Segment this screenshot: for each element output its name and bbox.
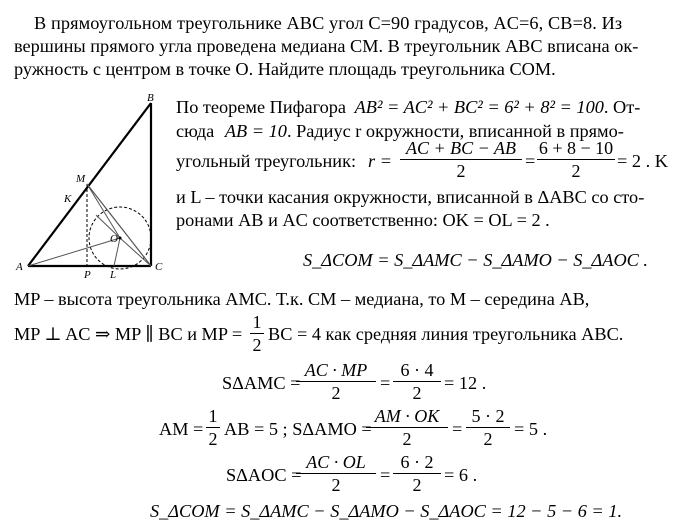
- solution-line-1-text: По теореме Пифагора: [176, 97, 347, 117]
- solution-line-4: и L – точки касания окружности, вписанной в ΔABC со сто-: [176, 187, 645, 207]
- eq3-result: = 6 .: [444, 465, 478, 485]
- fraction-bar: [393, 473, 441, 474]
- center-o-dot: [119, 237, 122, 240]
- fraction-bar: [400, 159, 522, 160]
- eq2-frac1-num: AM · OK: [374, 406, 440, 426]
- label-a: A: [16, 261, 23, 273]
- label-p: P: [84, 269, 91, 280]
- fraction-bar: [466, 427, 510, 428]
- eq2-half-den: 2: [208, 429, 218, 449]
- eq3-frac2-den: 2: [412, 475, 422, 495]
- radius-result: = 2 . K: [617, 151, 668, 171]
- solution-line-1: [176, 96, 640, 118]
- radius-fraction-2: [537, 138, 615, 181]
- eq3-frac2: [393, 452, 441, 495]
- solution-line-2-tail: . Радиус r окружности, вписанной в прямо-: [286, 121, 624, 141]
- solution-line-6: MP – высота треугольника AMC. Т.к. CM – медиана, то M – середина AB,: [14, 289, 590, 309]
- label-m: M: [76, 173, 86, 185]
- solution-line-7a: MP ⊥ AC ⇒ MP ∥ BC и MP =: [14, 324, 243, 344]
- label-b: B: [147, 92, 154, 104]
- eq2-frac2: [466, 406, 510, 449]
- eq3-frac1-den: 2: [331, 475, 341, 495]
- eq2-half-num: 1: [208, 406, 218, 426]
- area-formula: S_ΔCOM = S_ΔAMC − S_ΔAMO − S_ΔAOC .: [303, 250, 648, 270]
- eq1-frac1-den: 2: [331, 383, 341, 403]
- half-fraction: [250, 312, 264, 355]
- fraction-bar: [393, 381, 441, 382]
- eq1-frac2-den: 2: [412, 383, 422, 403]
- solution-line-2-text: сюда: [176, 121, 215, 141]
- fraction-bar: [366, 427, 448, 428]
- triangle-figure: [14, 90, 174, 280]
- problem-line-3: ружность с центром в точке О. Найдите площадь треугольника COM.: [14, 59, 556, 79]
- radius-fraction-2-den: 2: [571, 161, 581, 181]
- solution-line-7b: BC = 4 как средняя линия треугольника ABC.: [268, 324, 624, 344]
- radius-fraction-1-den: 2: [456, 161, 466, 181]
- eq2-mid: =: [452, 419, 463, 439]
- problem-line-1: В прямоугольном треугольнике ABC угол C=90 градусов, AC=6, CB=8. Из: [34, 13, 623, 33]
- pythagoras-formula: AB² = AC² + BC² = 6² + 8² = 100: [354, 97, 604, 117]
- eq2-frac1: [366, 406, 448, 449]
- eq2-frac2-num: 5 · 2: [471, 406, 505, 426]
- eq2-frac1-den: 2: [402, 429, 412, 449]
- radius-fraction-1: [400, 138, 522, 181]
- segment-mo: [87, 184, 120, 238]
- radius-equals: =: [525, 151, 536, 171]
- eq3-lhs: SΔAOC =: [226, 465, 302, 485]
- median-cm: [87, 184, 151, 266]
- eq1-frac2: [393, 360, 441, 403]
- label-c: C: [155, 261, 163, 273]
- radius-fraction-1-num: AC + BC − AB: [406, 138, 516, 158]
- solution-line-1-tail: . От-: [603, 97, 641, 117]
- eq1-frac2-num: 6 · 4: [400, 360, 434, 380]
- solution-line-3-label: угольный треугольник:: [176, 151, 357, 171]
- eq2-lhs: AM =: [159, 419, 204, 439]
- final-answer: S_ΔCOM = S_ΔAMC − S_ΔAMO − S_ΔAOC = 12 − 5 − 6 = 1.: [150, 501, 623, 521]
- label-k: K: [64, 193, 72, 205]
- eq3-frac1-num: AC · OL: [306, 452, 366, 472]
- half-fraction-den: 2: [252, 335, 262, 355]
- eq2-frac2-den: 2: [483, 429, 493, 449]
- fraction-bar: [296, 473, 376, 474]
- radius-fraction-2-num: 6 + 8 − 10: [538, 138, 614, 158]
- eq3-frac2-num: 6 · 2: [400, 452, 434, 472]
- eq1-frac1: [296, 360, 376, 403]
- ab-value: AB = 10: [224, 121, 287, 141]
- segment-oc: [120, 238, 151, 266]
- half-fraction-num: 1: [252, 312, 262, 332]
- eq1-lhs: SΔAMC =: [222, 373, 301, 393]
- problem-line-2: вершины прямого угла проведена медиана CM. В треугольник ABC вписана ок-: [14, 36, 639, 56]
- fraction-bar: [206, 427, 220, 428]
- label-l: L: [110, 269, 117, 280]
- segment-ao: [28, 238, 120, 266]
- r-symbol: r =: [368, 151, 393, 171]
- eq2-result: = 5 .: [514, 419, 548, 439]
- eq3-frac1: [296, 452, 376, 495]
- eq1-result: = 12 .: [444, 373, 487, 393]
- solution-line-5: ронами AB и AC соответственно: OK = OL = 2 .: [176, 210, 550, 230]
- eq1-frac1-num: AC · MP: [304, 360, 368, 380]
- fraction-bar: [296, 381, 376, 382]
- fraction-bar: [537, 159, 615, 160]
- label-o: O: [110, 233, 118, 245]
- fraction-bar: [250, 333, 264, 334]
- eq2-half-fraction: [206, 406, 220, 449]
- eq3-mid: =: [380, 465, 391, 485]
- eq2-rest: AB = 5 ; SΔAMO =: [224, 419, 372, 439]
- eq1-mid: =: [380, 373, 391, 393]
